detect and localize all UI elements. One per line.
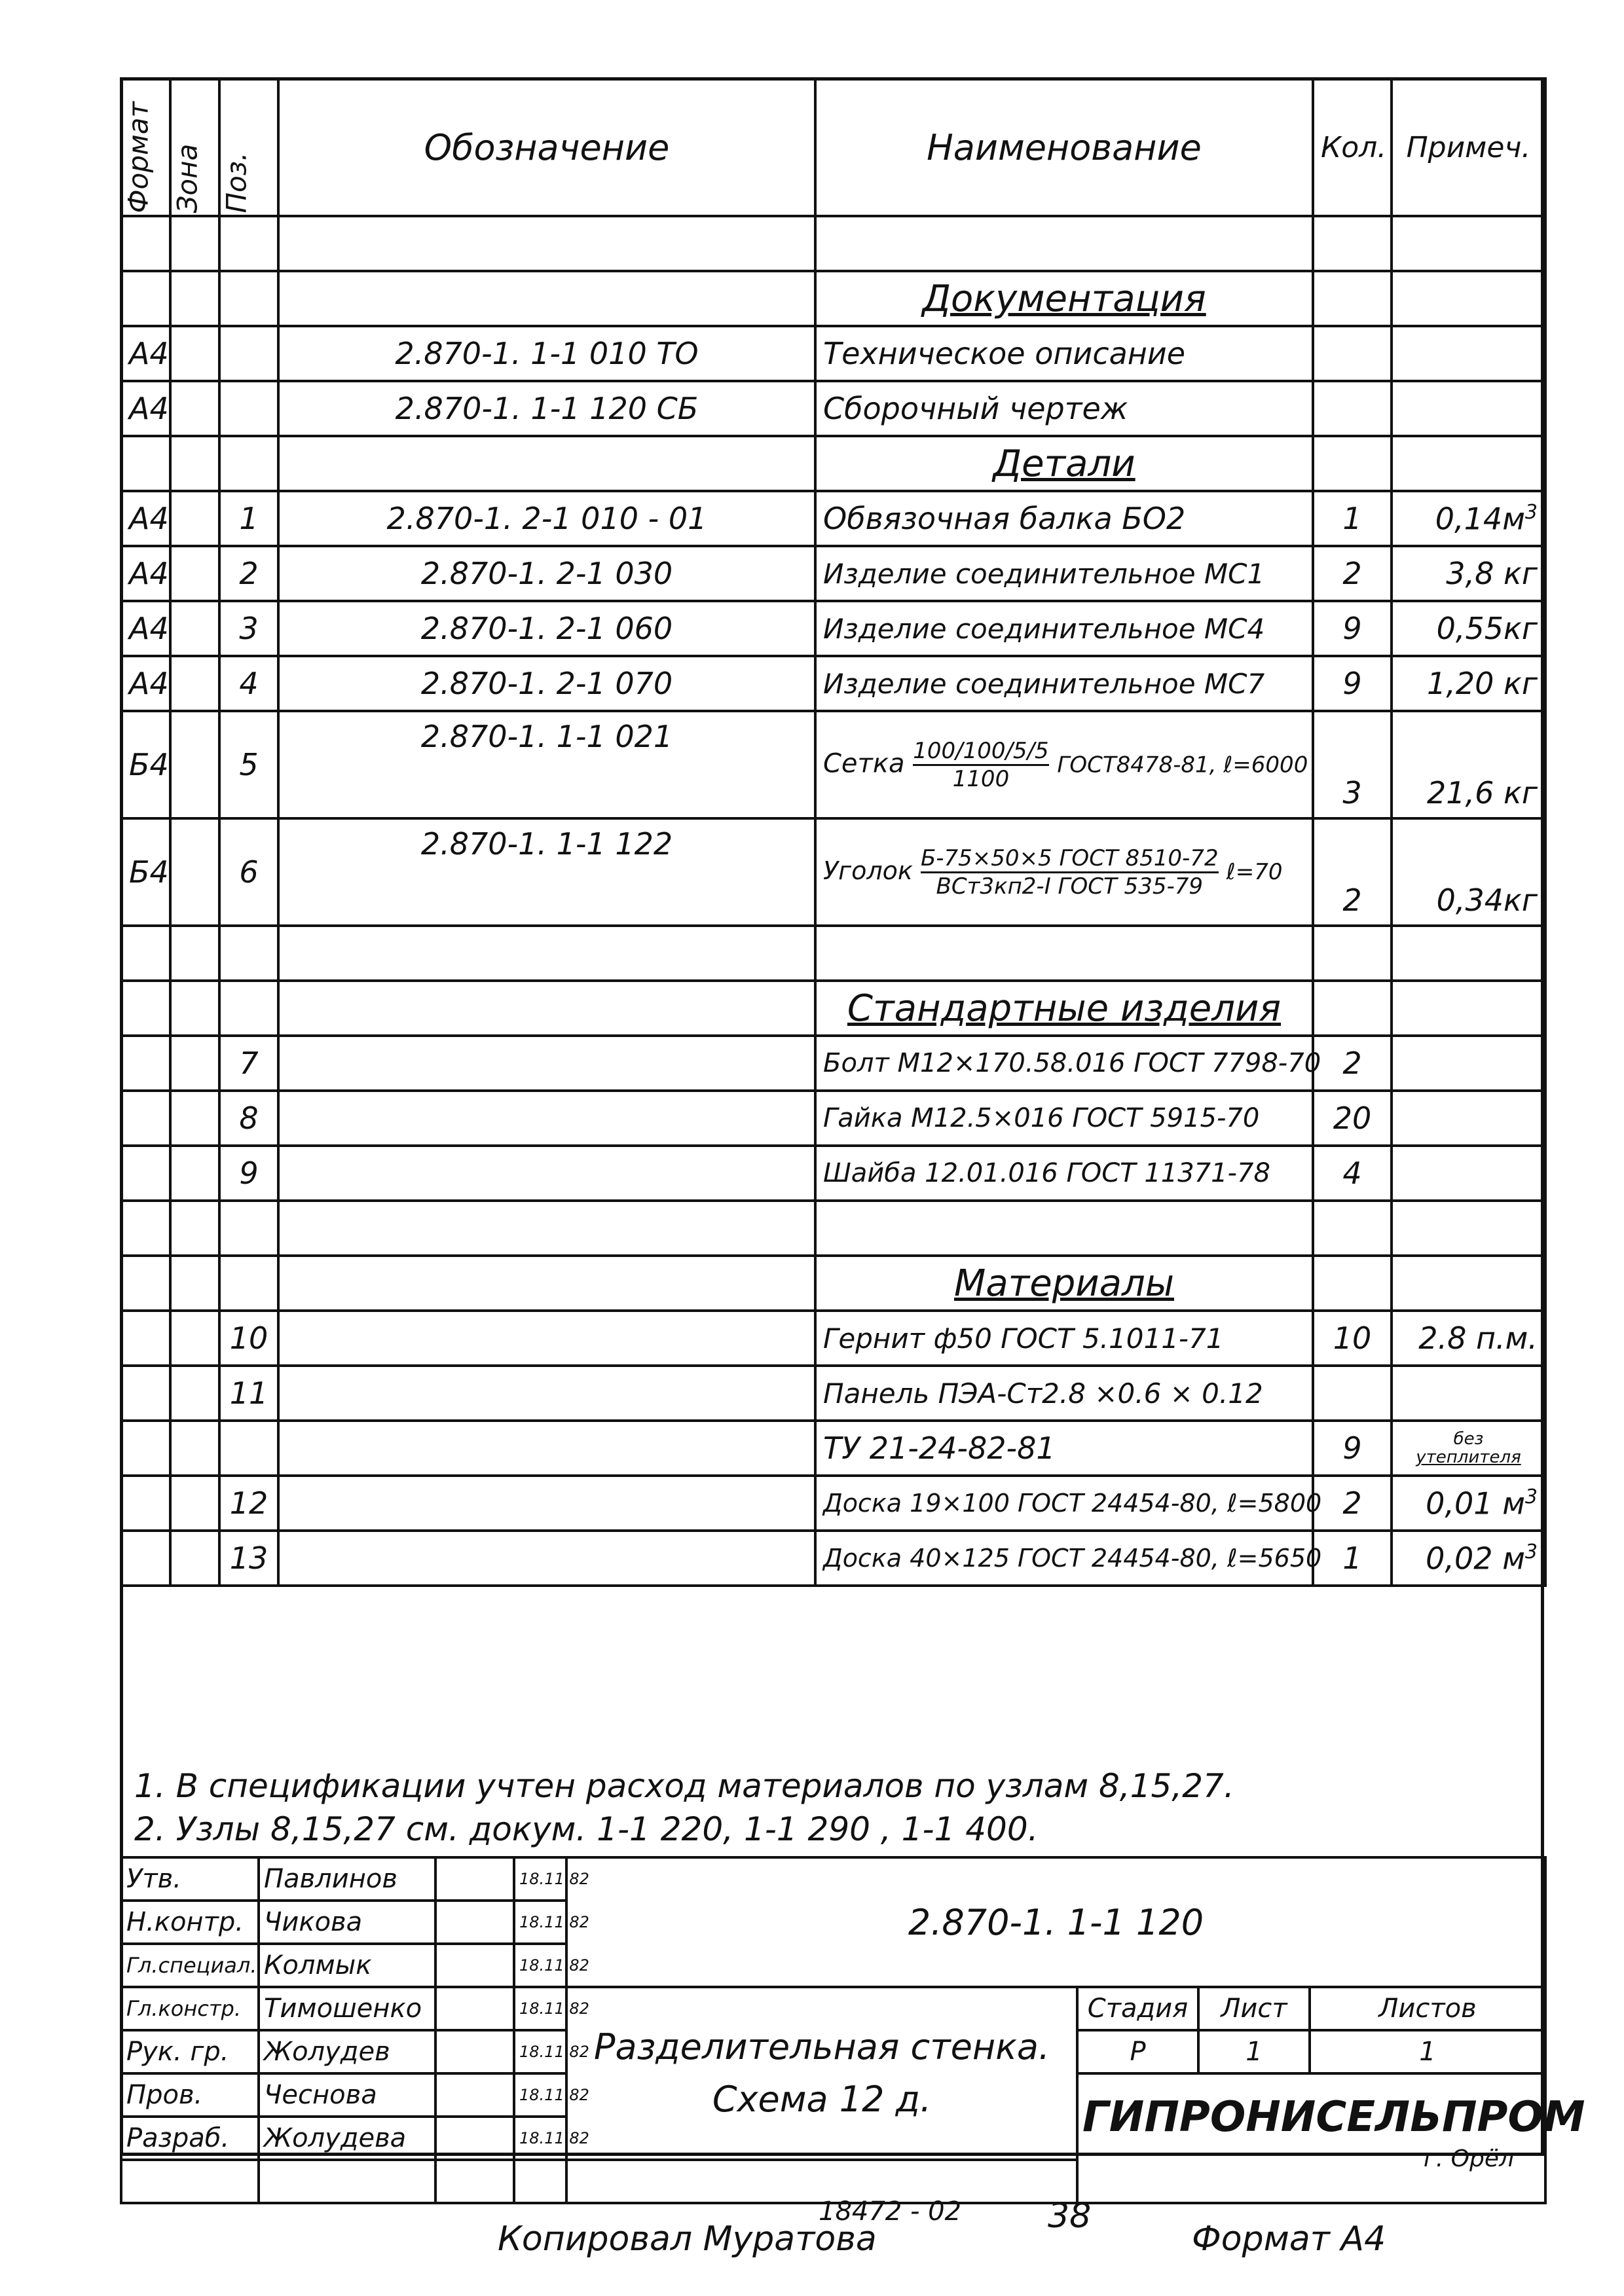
row-name: Изделие соединительное МС7 (815, 656, 1313, 711)
table-row (121, 1036, 1545, 1091)
row-format: А4 (121, 326, 170, 381)
stamp-date: 18.11.82 (514, 1987, 566, 2030)
row-qty: 20 (1313, 1091, 1392, 1146)
specification-table (120, 77, 1547, 1587)
stage-label: Стадия (1077, 1987, 1198, 2030)
row-format: А4 (121, 491, 170, 546)
row-qty: 9 (1313, 601, 1392, 656)
stamp-role: Рук. гр. (121, 2030, 259, 2073)
row-name: Изделие соединительное МС1 (815, 546, 1313, 601)
organization-city: г. Орёл (1423, 2145, 1515, 2172)
row-designation: 2.870-1. 2-1 070 (278, 656, 815, 711)
header-designation: Обозначение (278, 79, 815, 216)
row-designation: 2.870-1. 2-1 010 - 01 (278, 491, 815, 546)
row-designation: 2.870-1. 2-1 030 (278, 546, 815, 601)
row-qty: 2 (1313, 818, 1392, 926)
row-name: ТУ 21-24-82-81 (815, 1421, 1313, 1476)
row-qty: 1 (1313, 491, 1392, 546)
row-note: 21,6 кг (1392, 711, 1545, 818)
row-name: Сетка $\frac{100/100/5/5}{1100}$ ГОСТ8478-81, ℓ=6000 (815, 711, 1313, 818)
stamp-role: Гл.констр. (121, 1987, 259, 2030)
row-qty: 2 (1313, 1476, 1392, 1531)
stamp-row (121, 1987, 1545, 2030)
row-qty: 10 (1313, 1311, 1392, 1366)
row-note: $0,14м^3$ (1392, 491, 1545, 546)
table-row (121, 656, 1545, 711)
stamp-name: Колмык (259, 1944, 435, 1987)
table-row (121, 326, 1545, 381)
row-qty: 9 (1313, 656, 1392, 711)
row-designation: 2.870-1. 1-1 010 ТО (278, 326, 815, 381)
row-designation: 2.870-1. 1-1 120 СБ (278, 381, 815, 436)
row-note: 0,34кг (1392, 818, 1545, 926)
table-row (121, 981, 1545, 1036)
row-designation: 2.870-1. 2-1 060 (278, 601, 815, 656)
header-row (121, 79, 1545, 216)
stamp-date: 18.11.82 (514, 1944, 566, 1987)
row-name: Доска 19×100 ГОСТ 24454-80, ℓ=5800 (815, 1476, 1313, 1531)
table-row (121, 711, 1545, 818)
table-row (121, 546, 1545, 601)
section-parts: Детали (815, 436, 1313, 491)
stamp-date: 18.11.82 (514, 2117, 566, 2160)
stamp-role: Н.контр. (121, 1901, 259, 1944)
row-format: Б4 (121, 818, 170, 926)
header-zone: Зона (170, 79, 219, 216)
table-row (121, 1311, 1545, 1366)
row-pos: 11 (219, 1366, 278, 1421)
row-pos: 6 (219, 818, 278, 926)
row-pos: 12 (219, 1476, 278, 1531)
table-row (121, 381, 1545, 436)
stamp-role: Разраб. (121, 2117, 259, 2160)
row-qty: 2 (1313, 1036, 1392, 1091)
row-qty: 1 (1313, 1531, 1392, 1586)
note-2: 2. Узлы 8,15,27 см. докум. 1-1 220, 1-1 290 , 1-1 400. (134, 1810, 1039, 1848)
row-format: А4 (121, 381, 170, 436)
table-row (121, 818, 1545, 926)
row-qty: 4 (1313, 1146, 1392, 1201)
title-block (120, 1856, 1585, 2204)
row-name: Болт М12×170.58.016 ГОСТ 7798-70 (815, 1036, 1313, 1091)
sheet-value: 1 (1198, 2030, 1310, 2073)
table-row (121, 601, 1545, 656)
section-docs: Документация (815, 271, 1313, 326)
row-format: Б4 (121, 711, 170, 818)
row-name: Панель ПЭА-Ст2.8 ×0.6 × 0.12 (815, 1366, 1313, 1421)
table-row (121, 436, 1545, 491)
row-note: 0,55кг (1392, 601, 1545, 656)
stamp-signature (435, 1987, 514, 2030)
stamp-signature (435, 1901, 514, 1944)
row-designation: 2.870-1. 1-1 122 (278, 818, 815, 926)
header-note: Примеч. (1392, 79, 1545, 216)
table-row (121, 1091, 1545, 1146)
sheets-label: Листов (1310, 1987, 1545, 2030)
row-name: Шайба 12.01.016 ГОСТ 11371-78 (815, 1146, 1313, 1201)
row-name: Гайка М12.5×016 ГОСТ 5915-70 (815, 1091, 1313, 1146)
stamp-date: 18.11.82 (514, 1857, 566, 1901)
row-pos: 5 (219, 711, 278, 818)
row-name: Изделие соединительное МС4 (815, 601, 1313, 656)
row-pos: 7 (219, 1036, 278, 1091)
sheet-label: Лист (1198, 1987, 1310, 2030)
table-row (121, 1421, 1545, 1476)
row-pos: 10 (219, 1311, 278, 1366)
stamp-role: Пров. (121, 2073, 259, 2117)
stamp-signature (435, 2117, 514, 2160)
stamp-signature (435, 2030, 514, 2073)
row-designation: 2.870-1. 1-1 021 (278, 711, 815, 818)
stamp-signature (435, 1857, 514, 1901)
row-note: 0,02 $м^3$ (1392, 1531, 1545, 1586)
stamp-name: Павлинов (259, 1857, 435, 1901)
sheets-value: 1 (1310, 2030, 1545, 2073)
footer-page: 38 (1048, 2196, 1092, 2236)
section-standard: Стандартные изделия (815, 981, 1313, 1036)
row-name: Уголок $\frac{\text{Б-75×50×5 ГОСТ 8510-72}}{\text{ВСт3кп2-I ГОСТ 535-79}}$ ℓ=70 (815, 818, 1313, 926)
organization: ГИПРОНИСЕЛЬПРОМ г. Орёл (1077, 2073, 1545, 2203)
table-row (121, 926, 1545, 981)
row-pos: 4 (219, 656, 278, 711)
row-note: 0,01 $м^3$ (1392, 1476, 1545, 1531)
stamp-name: Жолудева (259, 2117, 435, 2160)
table-row (121, 216, 1545, 271)
row-note: 3,8 кг (1392, 546, 1545, 601)
row-name: Техническое описание (815, 326, 1313, 381)
stamp-name: Тимошенко (259, 1987, 435, 2030)
table-row (121, 1201, 1545, 1256)
header-format: Формат (121, 79, 170, 216)
row-pos: 3 (219, 601, 278, 656)
table-row (121, 1366, 1545, 1421)
row-name: Сборочный чертеж (815, 381, 1313, 436)
stamp-signature (435, 2073, 514, 2117)
stamp-role: Утв. (121, 1857, 259, 1901)
header-name: Наименование (815, 79, 1313, 216)
stamp-name: Жолудев (259, 2030, 435, 2073)
row-format: А4 (121, 656, 170, 711)
row-name: Обвязочная балка БО2 (815, 491, 1313, 546)
footer-format: Формат А4 (1192, 2219, 1386, 2259)
stage-value: Р (1077, 2030, 1198, 2073)
stamp-date: 18.11.82 (514, 2073, 566, 2117)
row-qty: 3 (1313, 711, 1392, 818)
row-pos: 8 (219, 1091, 278, 1146)
stamp-row (121, 1857, 1545, 1901)
row-name: Доска 40×125 ГОСТ 24454-80, ℓ=5650 (815, 1531, 1313, 1586)
row-note: 2.8 п.м. (1392, 1311, 1545, 1366)
table-row (121, 1256, 1545, 1311)
stamp-date: 18.11.82 (514, 2030, 566, 2073)
row-name: Гернит ф50 ГОСТ 5.1011-71 (815, 1311, 1313, 1366)
row-format: А4 (121, 546, 170, 601)
row-qty: 9 (1313, 1421, 1392, 1476)
table-row (121, 491, 1545, 546)
footer-number: 18472 - 02 (819, 2196, 962, 2227)
table-row (121, 271, 1545, 326)
note-1: 1. В спецификации учтен расход материалов по узлам 8,15,27. (134, 1767, 1234, 1805)
table-row (121, 1146, 1545, 1201)
stamp-role: Гл.специал. (121, 1944, 259, 1987)
header-pos: Поз. (219, 79, 278, 216)
row-note: без утеплителя (1392, 1421, 1545, 1476)
table-row (121, 1531, 1545, 1586)
row-format: А4 (121, 601, 170, 656)
row-pos: 1 (219, 491, 278, 546)
row-pos: 2 (219, 546, 278, 601)
header-qty: Кол. (1313, 79, 1392, 216)
document-title: Разделительная стенка. Схема 12 д. (566, 1987, 1077, 2160)
document-code: 2.870-1. 1-1 120 (566, 1857, 1545, 1987)
row-pos: 9 (219, 1146, 278, 1201)
row-pos: 13 (219, 1531, 278, 1586)
section-materials: Материалы (815, 1256, 1313, 1311)
footer-copied: Копировал Муратова (498, 2219, 877, 2259)
stamp-name: Чеснова (259, 2073, 435, 2117)
stamp-name: Чикова (259, 1901, 435, 1944)
row-qty: 2 (1313, 546, 1392, 601)
stamp-date: 18.11.82 (514, 1901, 566, 1944)
table-row (121, 1476, 1545, 1531)
stamp-signature (435, 1944, 514, 1987)
notes (134, 1764, 1234, 1851)
row-note: 1,20 кг (1392, 656, 1545, 711)
